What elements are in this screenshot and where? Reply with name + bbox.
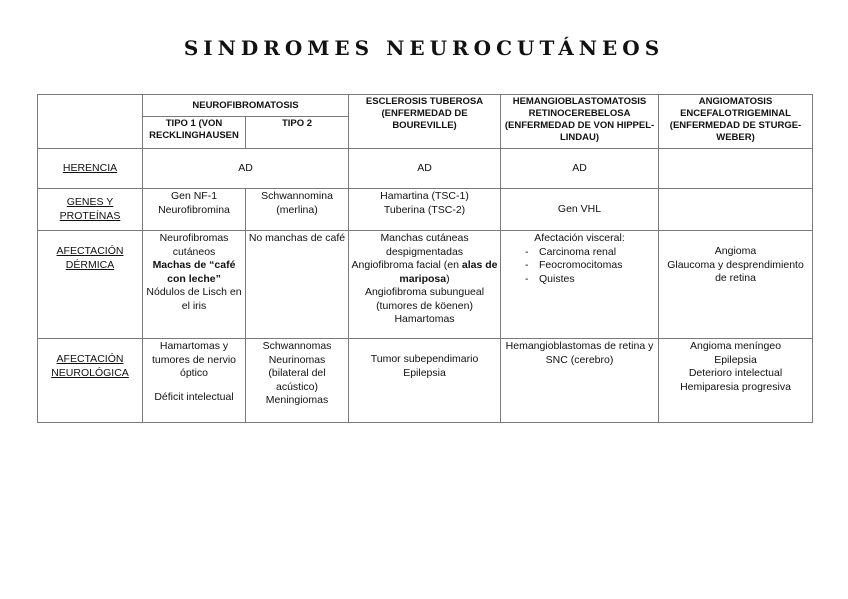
dermica-hemangio-lead: Afectación visceral: [534,232,625,244]
neuro-tipo2-schwannomas: Schwannomas [262,340,332,352]
herencia-nf: AD [143,149,349,189]
neuro-esclerosis [349,339,501,423]
list-item: - Carcinoma renal [525,246,656,260]
neuro-tipo2-meningiomas: Meningiomas [265,394,329,406]
header-esclerosis-tuberosa: ESCLEROSIS TUBEROSA (ENFERMEDAD DE BOUREVILLE) [349,95,501,149]
row-dermica [38,231,813,339]
header-tipo-1: TIPO 1 (VON RECKLINGHAUSEN [143,117,246,149]
genes-esclerosis [349,189,501,231]
dermica-tipo1 [143,231,246,339]
neuro-hemangio: Hemangioblastomas de retina y SNC (cerebro) [501,339,659,423]
list-item: - Quistes [525,273,656,287]
row-label-neuro: AFECTACIÓN NEUROLÓGICA [38,339,143,423]
dermica-esclerosis-manchas: Manchas cutáneas despigmentadas [380,232,469,258]
genes-tipo2 [246,189,349,231]
row-label-herencia: HERENCIA [38,149,143,189]
row-label-genes: GENES Y PROTEÍNAS [38,189,143,231]
herencia-hemangio: AD [501,149,659,189]
dermica-tipo1-neurofibromas: Neurofibromas cutáneos [159,232,229,258]
spacer [351,340,498,353]
neuro-tipo2-neurinomas: Neurinomas (bilateral del acústico) [268,353,326,393]
text-part: ) [446,272,450,285]
row-label-dermica: AFECTACIÓN DÉRMICA [38,231,143,339]
neuro-esclerosis-tumor: Tumor subependimario [370,353,479,365]
genes-tipo1 [143,189,246,231]
neuro-angio-deterioro: Deterioro intelectual [688,367,783,379]
dermica-angio-glaucoma: Glaucoma y desprendimiento de retina [667,258,804,284]
header-hemangioblastomatosis: HEMANGIOBLASTOMATOSIS RETINOCEREBELOSA (ENFERMEDAD DE VON HIPPEL-LINDAU) [501,95,659,149]
text-part: Angiofibroma facial (en [351,259,462,271]
neuro-tipo1-deficit: Déficit intelectual [154,390,234,403]
text-bold-part: alas de mariposa [399,259,498,285]
dermica-esclerosis-hamartomas: Hamartomas [394,313,455,325]
genes-tipo1-gene: Gen NF-1 [170,190,218,202]
row-herencia [38,149,813,189]
dermica-esclerosis [349,231,501,339]
syndromes-table [37,94,813,423]
herencia-esclerosis: AD [349,149,501,189]
header-angiomatosis: ANGIOMATOSIS ENCEFALOTRIGEMINAL (ENFERMEDAD DE STURGE-WEBER) [659,95,813,149]
neuro-angio-meningeo: Angioma meníngeo [689,340,782,352]
neuro-tipo2 [246,339,349,423]
genes-esclerosis-hamartina: Hamartina (TSC-1) [380,190,469,202]
dermica-angio-angioma: Angioma [714,245,757,257]
neuro-tipo1 [143,339,246,423]
dermica-tipo2: No manchas de café [246,231,349,339]
row-neuro [38,339,813,423]
neuro-esclerosis-epilepsia: Epilepsia [403,366,446,379]
neuro-tipo1-hamartomas: Hamartomas y tumores de nervio óptico [151,340,237,379]
dermica-hemangio-list [503,246,656,287]
dermica-tipo1-manchas: Machas de “café con leche” [152,259,236,285]
neuro-angio [659,339,813,423]
row-genes [38,189,813,231]
genes-angio [659,189,813,231]
dermica-hemangio [501,231,659,339]
page-title: SINDROMES NEUROCUTÁNEOS [183,36,665,60]
neuro-angio-epilepsia: Epilepsia [714,353,757,366]
dermica-tipo1-lisch: Nódulos de Lisch en el iris [146,286,242,312]
dermica-angio [659,231,813,339]
neuro-angio-hemiparesia: Hemiparesia progresiva [680,380,791,393]
header-tipo-2: TIPO 2 [246,117,349,149]
herencia-angio [659,149,813,189]
genes-tipo1-protein: Neurofibromina [158,203,230,216]
spacer [145,381,243,391]
genes-tipo2-protein: Schwannomina [261,190,333,202]
dermica-esclerosis-angiofibroma-facial [351,259,498,286]
genes-esclerosis-tuberina: Tuberina (TSC-2) [383,203,466,216]
spacer [661,232,810,245]
dermica-esclerosis-subungueal: Angiofibroma subungueal (tumores de köenen) [364,286,485,312]
genes-tipo2-alias: (merlina) [276,203,318,216]
list-item: - Feocromocitomas [525,259,656,273]
header-neurofibromatosis: NEUROFIBROMATOSIS [143,95,349,117]
genes-hemangio: Gen VHL [501,189,659,231]
corner-cell [38,95,143,149]
